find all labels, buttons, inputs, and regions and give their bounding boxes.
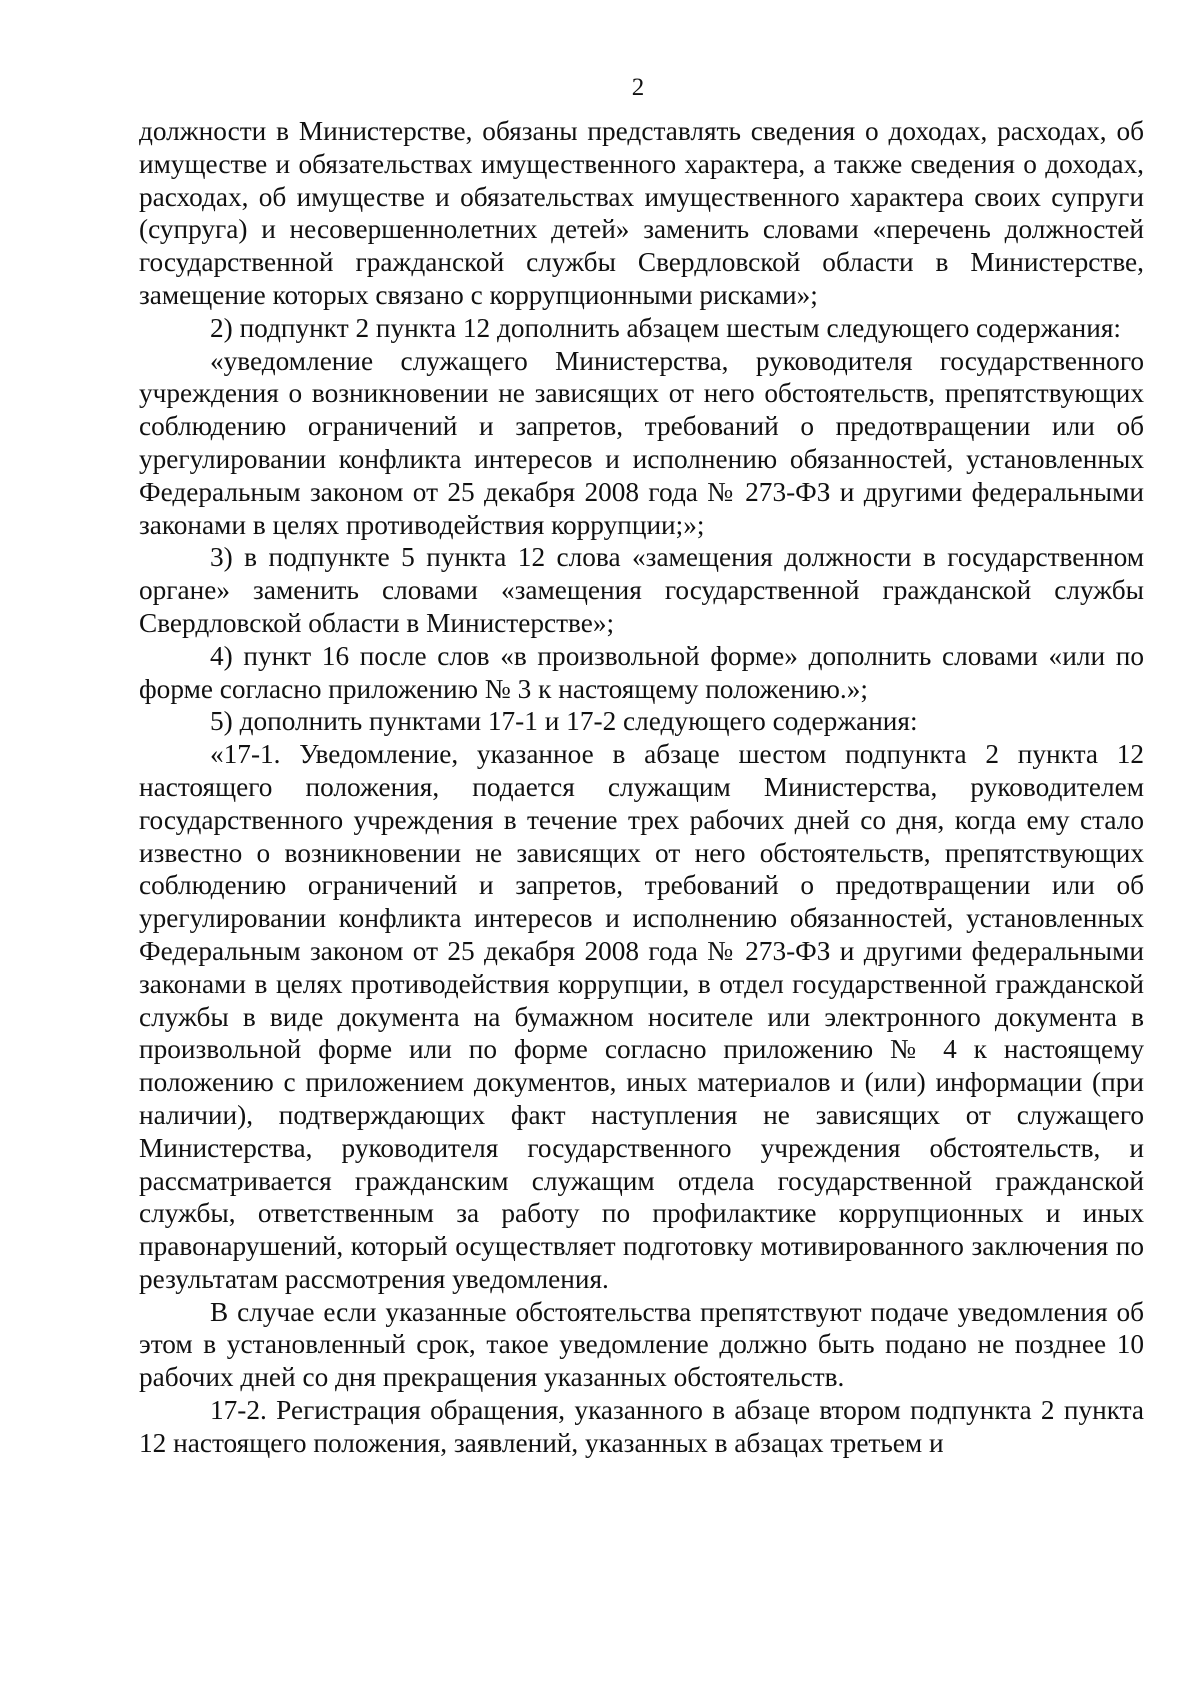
page-number: 2: [631, 74, 645, 101]
paragraph-quote-notification: «уведомление служащего Министерства, руководителя государственного учреждения о возникновении не зависящих от него обстоятельств, препятствующих соблюдению ограничений и запретов, требований о предотвращении или об урегулировании конфликта интересов и исполнению обязанностей, установленных Федеральным законом от 25 декабря 2008 года № 273-ФЗ и другими федеральными законами в целях противодействия коррупции;»;: [139, 345, 1144, 540]
paragraph-item-3: 3) в подпункте 5 пункта 12 слова «замещения должности в государственном органе» заменить словами «замещения государственной гражданской службы Свердловской области в Министерстве»;: [139, 542, 1144, 638]
paragraph-17-1-exception: В случае если указанные обстоятельства препятствуют подаче уведомления об этом в установленный срок, такое уведомление должно быть подано не позднее 10 рабочих дней со дня прекращения указанных обстоятельств.: [139, 1296, 1144, 1393]
paragraph-17-2: 17-2. Регистрация обращения, указанного в абзаце втором подпункта 2 пункта 12 настоящего положения, заявлений, указанных в абзацах третьем и: [139, 1395, 1144, 1458]
paragraph-17-1: «17-1. Уведомление, указанное в абзаце шестом подпункта 2 пункта 12 настоящего положения, подается служащим Министерства, руководителем государственного учреждения в течение трех рабочих дней со дня, когда ему стало известно о возникновении не зависящих от него обстоятельств, препятствующих соблюдению ограничений и запретов, требований о предотвращении или об урегулировании конфликта интересов и исполнению обязанностей, установленных Федеральным законом от 25 декабря 2008 года № 273-ФЗ и другими федеральными законами в целях противодействия коррупции, в отдел государственной гражданской службы в виде документа на бумажном носителе или электронного документа в произвольной форме или по форме согласно приложению № 4 к настоящему положению с приложением документов, иных материалов и (или) информации (при наличии), подтверждающих факт наступления не зависящих от служащего Министерства, руководителя государственного учреждения обстоятельств, и рассматривается гражданским служащим отдела государственной гражданской службы, ответственным за работу по профилактике коррупционных и иных правонарушений, который осуществляет подготовку мотивированного заключения по результатам рассмотрения уведомления.: [139, 739, 1144, 1294]
paragraph-item-2: 2) подпункт 2 пункта 12 дополнить абзацем шестым следующего содержания:: [210, 312, 1122, 343]
paragraph-continuation: должности в Министерстве, обязаны представлять сведения о доходах, расходах, об имуществе и обязательствах имущественного характера, а также сведения о доходах, расходах, об имуществе и обязательствах имущественного характера своих супруги (супруга) и несовершеннолетних детей» заменить словами «перечень должностей государственной гражданской службы Свердловской области в Министерстве, замещение которых связано с коррупционными рисками»;: [139, 116, 1144, 310]
document-body: [139, 115, 1144, 1460]
paragraph-item-5: 5) дополнить пунктами 17-1 и 17-2 следующего содержания:: [210, 706, 918, 737]
paragraph-item-4: 4) пункт 16 после слов «в произвольной форме» дополнить словами «или по форме согласно приложению № 3 к настоящему положению.»;: [139, 640, 1144, 704]
